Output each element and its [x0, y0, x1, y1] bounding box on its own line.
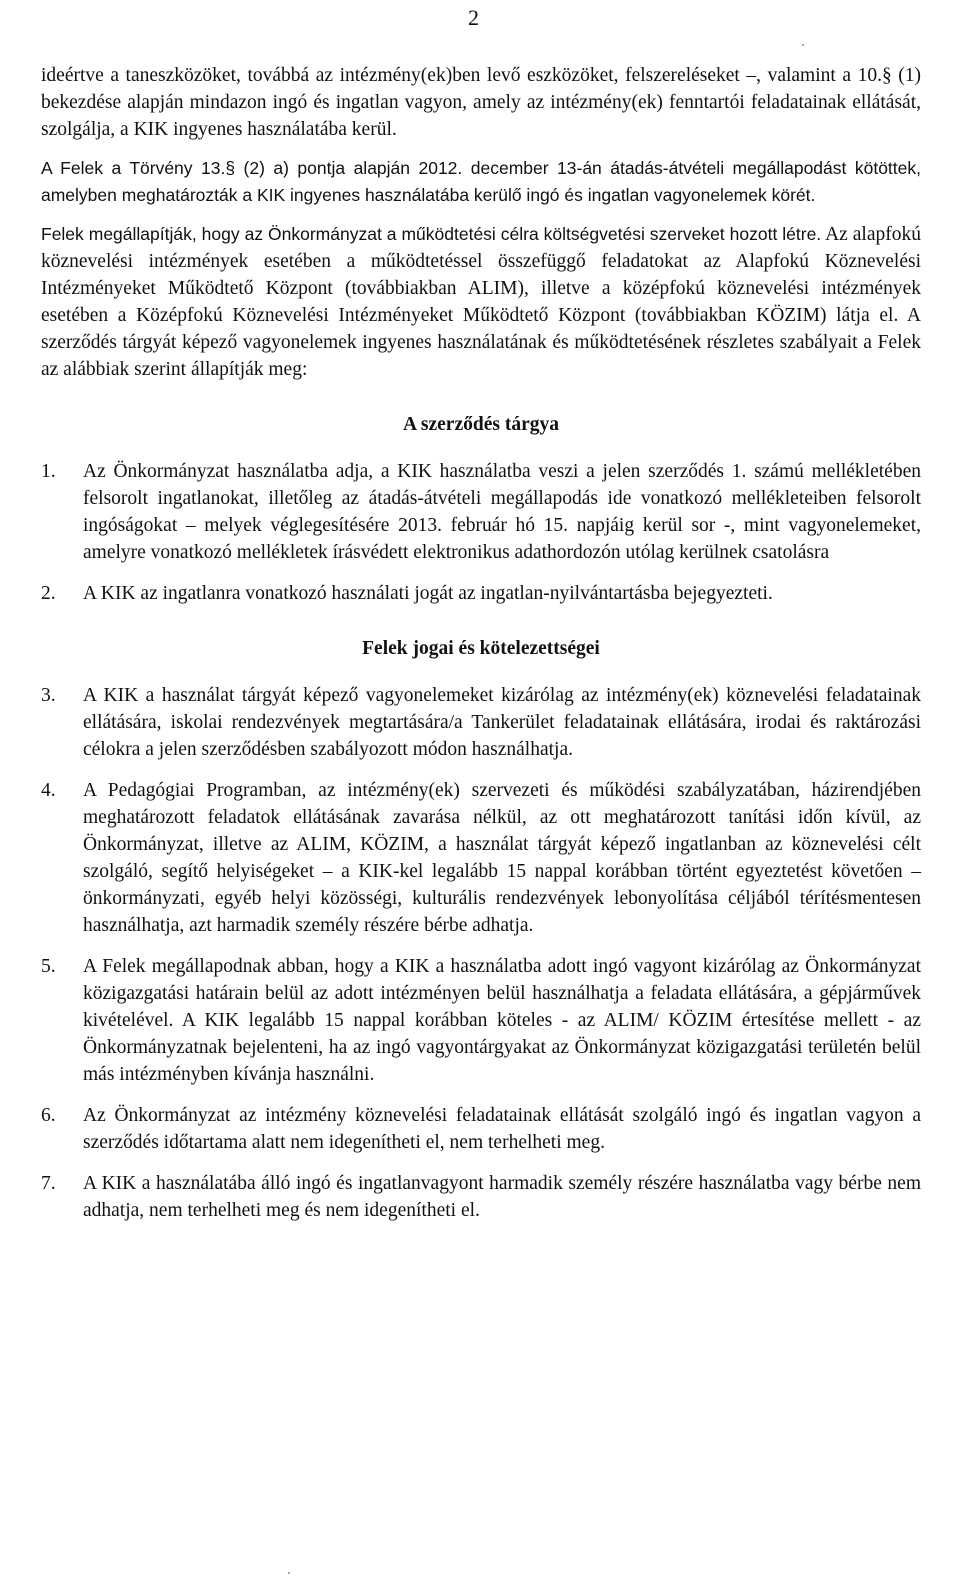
numbered-item	[41, 1170, 921, 1224]
item-number: 2.	[41, 583, 56, 604]
document-body	[41, 62, 921, 1224]
item-text: A KIK az ingatlanra vonatkozó használati jogát az ingatlan-nyilvántartásba bejegyezteti.	[83, 583, 773, 604]
numbered-item	[41, 953, 921, 1088]
intro-paragraph-1: ideértve a taneszközöket, továbbá az intézmény(ek)ben levő eszközöket, felszereléseket –, valamint a 10.§ (1) bekezdése alapján mindazon ingó és ingatlan vagyon, amely az intézmény(ek) fenntartói feladatainak ellátását, szolgálja, a KIK ingyenes használatába kerül.	[41, 65, 921, 140]
intro-paragraph-3	[41, 221, 921, 383]
numbered-item	[41, 458, 921, 566]
page-number: 2	[468, 5, 479, 30]
section-heading-rights: Felek jogai és kötelezettségei	[362, 638, 600, 659]
item-text: Az Önkormányzat az intézmény köznevelési feladatainak ellátását szolgáló ingó és ingatlan vagyon a szerződés időtartama alatt nem idegenítheti el, nem terhelheti meg.	[83, 1105, 921, 1153]
item-number: 6.	[41, 1105, 56, 1126]
scan-speck	[288, 1572, 290, 1574]
item-text: A KIK a használatába álló ingó és ingatlanvagyont harmadik személy részére használatba vagy bérbe nem adhatja, nem terhelheti meg és nem idegenítheti el.	[83, 1173, 921, 1221]
numbered-item	[41, 1102, 921, 1156]
intro-paragraph-3-rest: Az alapfokú köznevelési intézmények esetében a működtetéssel összefüggő feladatokat az Alapfokú Köznevelési Intézményeket Működtető Központ (továbbiakban ALIM), illetve a középfokú köznevelési intézmények esetében a Középfokú Köznevelési Intézményeket Működtető Központ (továbbiakban KÖZIM) látja el. A szerződés tárgyát képező vagyonelemek ingyenes használatának és működtetésének részletes szabályait a Felek az alábbiak szerint állapítják meg:	[41, 224, 921, 380]
item-text: A Felek megállapodnak abban, hogy a KIK a használatba adott ingó vagyont kizárólag az Önkormányzat közigazgatási határain belül az adott intézményen belül használhatja a feladata ellátására, a gépjárművek kivételével. A KIK legalább 15 nappal korábban köteles - az ALIM/ KÖZIM értesítése mellett - az Önkormányzatnak bejelenteni, ha az ingó vagyontárgyakat az Önkormányzat közigazgatási területén belül más intézményben kívánja használni.	[83, 956, 921, 1085]
scan-speck	[802, 44, 804, 46]
intro-paragraph-3-lead: Felek megállapítják, hogy az Önkormányzat a működtetési célra költségvetési szerveket hozott létre.	[41, 224, 822, 244]
intro-paragraph-2: A Felek a Törvény 13.§ (2) a) pontja alapján 2012. december 13-án átadás-átvételi megállapodást kötöttek, amelyben meghatározták a KIK ingyenes használatába kerülő ingó és ingatlan vagyonelemek körét.	[41, 158, 921, 205]
item-number: 1.	[41, 461, 56, 482]
section-heading-subject: A szerződés tárgya	[403, 414, 559, 435]
item-text: Az Önkormányzat használatba adja, a KIK használatba veszi a jelen szerződés 1. számú mellékletében felsorolt ingatlanokat, illetőleg az átadás-átvételi megállapodás ide vonatkozó mellékleteiben felsorolt ingóságokat – melyek véglegesítésére 2013. február hó 15. napjáig kerül sor -, mint vagyonelemeket, amelyre vonatkozó mellékletek írásvédett elektronikus adathordozón utólag kerülnek csatolásra	[83, 461, 921, 563]
numbered-item	[41, 580, 921, 607]
item-text: A Pedagógiai Programban, az intézmény(ek) szervezeti és működési szabályzatában, házirendjében meghatározott feladatok ellátásának zavarása nélkül, az ott meghatározott tanítási időn kívül, az Önkormányzat, illetve az ALIM, KÖZIM, a használat tárgyát képező ingatlanban az köznevelési célt szolgáló, segítő helyiségeket – a KIK-kel legalább 15 nappal korábban történt egyeztetést követően – önkormányzati, egyéb helyi közösségi, kulturális rendezvények lebonyolítása céljából térítésmentesen használhatja, azt harmadik személy részére bérbe adhatja.	[83, 780, 921, 936]
item-number: 7.	[41, 1173, 56, 1194]
item-text: A KIK a használat tárgyát képező vagyonelemeket kizárólag az intézmény(ek) köznevelési feladatainak ellátására, iskolai rendezvények megtartására/a Tankerület feladatainak ellátására, irodai és raktározási célokra a jelen szerződésben szabályozott módon használhatja.	[83, 685, 921, 760]
item-number: 3.	[41, 685, 56, 706]
numbered-item	[41, 777, 921, 939]
numbered-item	[41, 682, 921, 763]
item-number: 4.	[41, 780, 56, 801]
item-number: 5.	[41, 956, 56, 977]
